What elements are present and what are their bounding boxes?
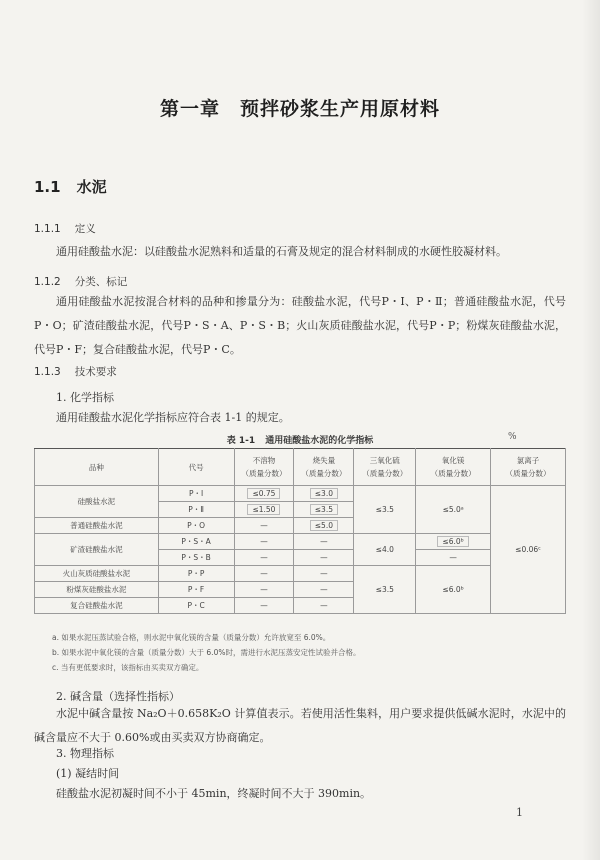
item2-heading: 2. 碱含量（选择性指标） [56, 690, 180, 703]
table-caption-number: 表 1-1 [226, 436, 256, 446]
table-unit: % [508, 432, 517, 442]
cell-insoluble: — [234, 550, 294, 566]
header-variety: 品种 [35, 449, 159, 486]
row-code: P・O [158, 518, 234, 534]
row-code: P・S・A [158, 534, 234, 550]
item1-heading: 1. 化学指标 [56, 391, 114, 404]
subsection-number: 1.1.1 [34, 223, 61, 235]
subsection-number: 1.1.2 [34, 276, 61, 288]
chemical-index-table [34, 448, 566, 614]
item3-subheading: (1) 凝结时间 [56, 767, 120, 780]
row-code: P・Ⅰ [158, 486, 234, 502]
cell-so3: ≤3.5 [354, 486, 416, 534]
table-row [35, 486, 566, 502]
subsection-heading-requirements [34, 364, 117, 379]
row-variety: 复合硅酸盐水泥 [35, 598, 159, 614]
row-variety: 火山灰质硅酸盐水泥 [35, 566, 159, 582]
section-heading [34, 176, 107, 197]
cell-insoluble: ≤0.75 [234, 486, 294, 502]
row-variety: 粉煤灰硅酸盐水泥 [35, 582, 159, 598]
header-insoluble: 不溶物 （质量分数） [234, 449, 294, 486]
page-number: 1 [516, 806, 523, 819]
table-row [35, 534, 566, 550]
cell-cl: ≤0.06ᶜ [491, 486, 566, 614]
header-cl: 氯离子 （质量分数） [491, 449, 566, 486]
header-loss: 烧失量 （质量分数） [294, 449, 354, 486]
cell-mgo: — [416, 550, 491, 566]
section-number: 1.1 [34, 178, 61, 196]
chapter-title: 第一章 预拌砂浆生产用原材料 [159, 98, 440, 120]
header-code: 代号 [158, 449, 234, 486]
cell-loss: — [294, 534, 354, 550]
cell-mgo: ≤5.0ᵃ [416, 486, 491, 534]
subsection-title: 定义 [74, 223, 96, 235]
cell-insoluble: — [234, 518, 294, 534]
item2-paragraph: 水泥中碱含量按 Na₂O＋0.658K₂O 计算值表示。若使用活性集料，用户要求提供低碱水泥时，水泥中的碱含量应不大于 0.60%或由买卖双方协商确定。 [34, 707, 566, 744]
cell-loss: — [294, 582, 354, 598]
row-variety: 硅酸盐水泥 [35, 486, 159, 518]
table-note: a. 如果水泥压蒸试验合格，则水泥中氧化镁的含量（质量分数）允许放宽至 6.0%。 [52, 633, 331, 642]
cell-mgo: ≤6.0ᵇ [416, 534, 491, 550]
item1-text: 通用硅酸盐水泥化学指标应符合表 1-1 的规定。 [56, 411, 290, 424]
subsection-heading-definition [34, 221, 96, 236]
table-row [35, 566, 566, 582]
subsection-heading-classification [34, 274, 127, 289]
cell-so3: ≤3.5 [354, 566, 416, 614]
table-note: b. 如果水泥中氧化镁的含量（质量分数）大于 6.0%时，需进行水泥压蒸安定性试验并合格。 [52, 648, 361, 657]
header-so3: 三氧化硫 （质量分数） [354, 449, 416, 486]
header-mgo: 氧化镁 （质量分数） [416, 449, 491, 486]
cell-so3: ≤4.0 [354, 534, 416, 566]
subsection-number: 1.1.3 [34, 366, 61, 378]
table-note: c. 当有更低要求时，该指标由买卖双方确定。 [52, 663, 204, 672]
cell-insoluble: — [234, 566, 294, 582]
cell-loss: ≤3.0 [294, 486, 354, 502]
item3-heading: 3. 物理指标 [56, 747, 114, 760]
cell-insoluble: — [234, 582, 294, 598]
cell-insoluble: — [234, 598, 294, 614]
subsection-title: 技术要求 [74, 366, 117, 378]
cell-loss: ≤5.0 [294, 518, 354, 534]
table-header-row [35, 449, 566, 486]
definition-paragraph: 通用硅酸盐水泥：以硅酸盐水泥熟料和适量的石膏及规定的混合材料制成的水硬性胶凝材料。 [56, 245, 507, 258]
cell-insoluble: — [234, 534, 294, 550]
subsection-title: 分类、标记 [74, 276, 128, 288]
cell-loss: — [294, 550, 354, 566]
cell-loss: — [294, 598, 354, 614]
cell-insoluble: ≤1.50 [234, 502, 294, 518]
row-code: P・C [158, 598, 234, 614]
section-title: 水泥 [76, 178, 107, 196]
row-variety: 普通硅酸盐水泥 [35, 518, 159, 534]
row-code: P・P [158, 566, 234, 582]
item3-text: 硅酸盐水泥初凝时间不小于 45min，终凝时间不大于 390min。 [56, 787, 372, 800]
row-code: P・F [158, 582, 234, 598]
row-code: P・Ⅱ [158, 502, 234, 518]
classification-paragraph: 通用硅酸盐水泥按混合材料的品种和掺量分为：硅酸盐水泥，代号P・Ⅰ、P・Ⅱ；普通硅酸盐水泥，代号P・O；矿渣硅酸盐水泥，代号P・S・A、P・S・B；火山灰质硅酸盐水泥，代号P・P；粉煤灰硅酸盐水泥，代号P・F；复合硅酸盐水泥，代号P・C。 [34, 295, 566, 356]
cell-loss: — [294, 566, 354, 582]
table-notes [52, 630, 360, 675]
row-variety: 矿渣硅酸盐水泥 [35, 534, 159, 566]
cell-mgo: ≤6.0ᵇ [416, 566, 491, 614]
table-caption-title: 通用硅酸盐水泥的化学指标 [265, 436, 374, 446]
cell-loss: ≤3.5 [294, 502, 354, 518]
scan-edge-shade [582, 0, 600, 860]
row-code: P・S・B [158, 550, 234, 566]
